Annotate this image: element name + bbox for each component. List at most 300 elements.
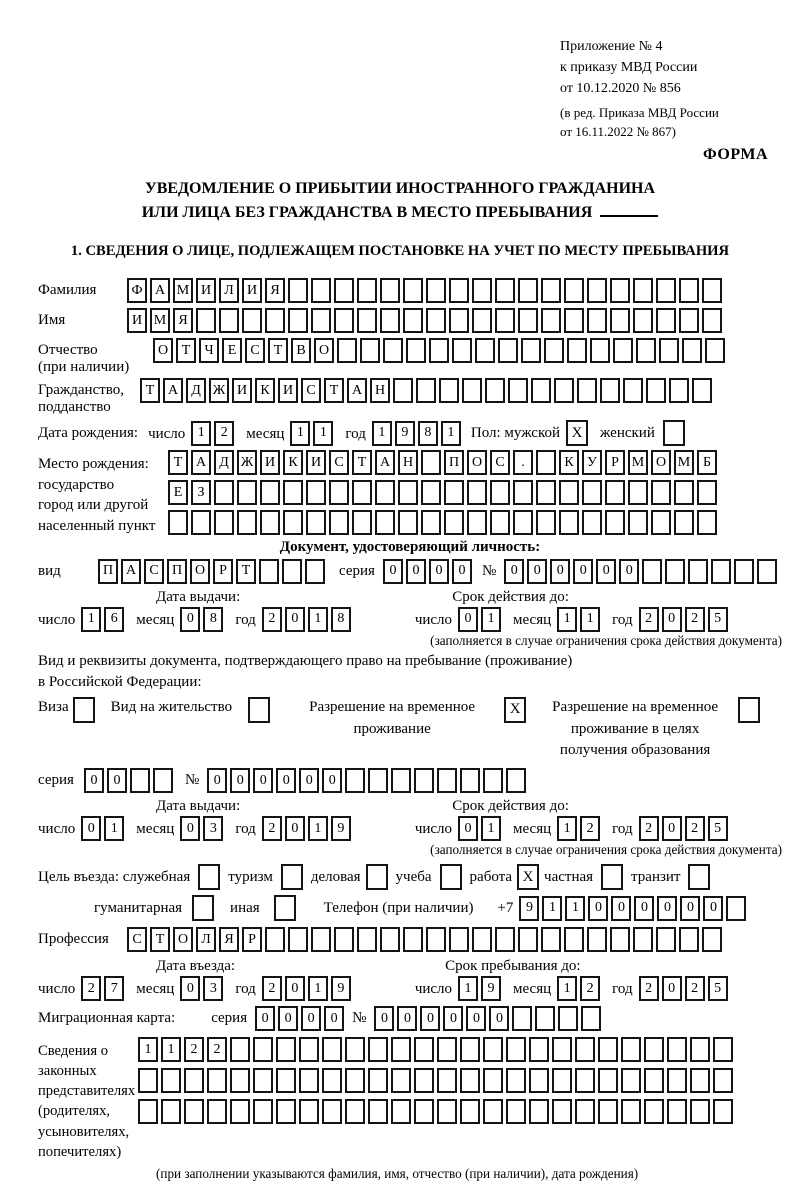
business-checkbox [366, 864, 388, 890]
char-cell [437, 768, 457, 793]
char-cell [460, 768, 480, 793]
female-checkbox [663, 420, 685, 446]
char-cell [253, 1099, 273, 1124]
birth-place-cells-row2 [168, 480, 717, 505]
day-word: число [414, 981, 453, 997]
char-cell: 0 [230, 768, 250, 793]
document-title [0, 178, 800, 224]
char-cell: И [278, 378, 298, 403]
residence-valid-month-cells [557, 816, 600, 841]
char-cell: П [444, 450, 464, 475]
char-cell: А [191, 450, 211, 475]
char-cell [345, 1068, 365, 1093]
char-cell [398, 480, 418, 505]
char-cell [242, 308, 262, 333]
char-cell [665, 559, 685, 584]
char-cell [656, 308, 676, 333]
study-label: учеба [395, 868, 432, 885]
char-cell [495, 278, 515, 303]
representatives-label: Сведения о законных представителях (родителях, усыновителях, попечителях) [38, 1043, 136, 1160]
migration-card-label: Миграционная карта: [38, 1010, 176, 1026]
residence-doc-series-row [38, 768, 782, 793]
char-cell [406, 338, 426, 363]
purpose-label: Цель въезда: служебная [38, 868, 191, 885]
char-cell [581, 1006, 601, 1031]
residence-doc-intro-1: Вид и реквизиты документа, подтверждающего право на пребывание (проживание) [38, 652, 573, 669]
char-cell [682, 338, 702, 363]
char-cell [184, 1068, 204, 1093]
residence-doc-intro-2: в Российской Федерации: [38, 673, 202, 690]
char-cell [518, 278, 538, 303]
char-cell [299, 1068, 319, 1093]
char-cell [260, 510, 280, 535]
temp-residence-education-checkbox [738, 697, 760, 723]
char-cell [368, 1037, 388, 1062]
char-cell [544, 338, 564, 363]
char-cell: Т [168, 450, 188, 475]
char-cell [357, 927, 377, 952]
month-word: месяц [136, 981, 175, 997]
char-cell: 0 [466, 1006, 486, 1031]
char-cell: 5 [708, 607, 728, 632]
char-cell [265, 927, 285, 952]
char-cell [688, 559, 708, 584]
doc-kind-label: вид [38, 562, 61, 579]
char-cell [690, 1037, 710, 1062]
issue-month-cells [180, 607, 223, 632]
char-cell: 8 [331, 607, 351, 632]
char-cell: 1 [557, 976, 577, 1001]
issue-day-cells [81, 607, 124, 632]
day-word: число [414, 611, 453, 628]
official-checkbox [198, 864, 220, 890]
char-cell: А [163, 378, 183, 403]
char-cell [628, 480, 648, 505]
doc-number-cells [504, 559, 777, 584]
char-cell: М [150, 308, 170, 333]
char-cell [702, 308, 722, 333]
char-cell: М [628, 450, 648, 475]
char-cell: А [347, 378, 367, 403]
char-cell: 2 [685, 607, 705, 632]
char-cell [644, 1099, 664, 1124]
entry-date-labels [38, 958, 782, 975]
month-word: месяц [513, 611, 552, 628]
char-cell [439, 378, 459, 403]
month-word: месяц [513, 981, 552, 997]
year-word: год [612, 611, 633, 628]
char-cell [705, 338, 725, 363]
char-cell: И [260, 450, 280, 475]
char-cell [621, 1099, 641, 1124]
char-cell: 0 [680, 896, 700, 921]
valid-until-label: Срок действия до: [452, 588, 569, 605]
char-cell [529, 1068, 549, 1093]
residence-doc-date-labels [38, 798, 782, 815]
work-checkbox: X [517, 864, 539, 890]
char-cell: 0 [420, 1006, 440, 1031]
issue-date-label: Дата выдачи: [156, 588, 241, 605]
identity-doc-heading: Документ, удостоверяющий личность: [279, 538, 541, 555]
char-cell: Т [140, 378, 160, 403]
char-cell: 3 [203, 816, 223, 841]
residence-permit-label: Вид на жительство [110, 698, 233, 715]
patronymic-cells [153, 338, 725, 363]
char-cell [621, 1068, 641, 1093]
year-word: год [235, 821, 256, 837]
identity-doc-footnote: (заполняется в случае ограничения срока действия документа) [430, 632, 782, 648]
char-cell [667, 1037, 687, 1062]
char-cell [552, 1099, 572, 1124]
char-cell [490, 510, 510, 535]
char-cell [506, 768, 526, 793]
char-cell [360, 338, 380, 363]
char-cell [679, 278, 699, 303]
char-cell: 3 [203, 976, 223, 1001]
surname-row [38, 278, 782, 303]
char-cell [575, 1037, 595, 1062]
char-cell: 1 [481, 816, 501, 841]
char-cell [368, 1068, 388, 1093]
char-cell [610, 927, 630, 952]
valid-year-cells [639, 607, 728, 632]
residence-number-cells [207, 768, 526, 793]
char-cell [711, 559, 731, 584]
char-cell [642, 559, 662, 584]
char-cell: 2 [639, 607, 659, 632]
char-cell: Н [370, 378, 390, 403]
char-cell [757, 559, 777, 584]
phone-label: Телефон (при наличии) [323, 899, 474, 916]
char-cell [623, 378, 643, 403]
char-cell: А [375, 450, 395, 475]
char-cell [196, 308, 216, 333]
char-cell: 0 [429, 559, 449, 584]
char-cell [444, 510, 464, 535]
profession-label: Профессия [38, 931, 109, 947]
char-cell [393, 378, 413, 403]
residence-permit-checkbox [248, 697, 270, 723]
other-purpose-checkbox [274, 895, 296, 921]
char-cell [552, 1068, 572, 1093]
char-cell: 0 [180, 976, 200, 1001]
char-cell [613, 338, 633, 363]
char-cell [651, 510, 671, 535]
char-cell [697, 480, 717, 505]
profession-row [38, 927, 782, 952]
char-cell: 0 [662, 607, 682, 632]
char-cell: Я [173, 308, 193, 333]
char-cell [726, 896, 746, 921]
amendment-line: от 16.11.2022 № 867) [560, 123, 677, 139]
char-cell [483, 1068, 503, 1093]
char-cell [490, 480, 510, 505]
char-cell [713, 1099, 733, 1124]
birth-place-row [38, 450, 782, 537]
char-cell [536, 480, 556, 505]
char-cell: 1 [580, 607, 600, 632]
char-cell: А [150, 278, 170, 303]
char-cell: 2 [685, 976, 705, 1001]
char-cell [449, 278, 469, 303]
char-cell [421, 450, 441, 475]
identity-doc-row [38, 559, 782, 584]
char-cell: С [329, 450, 349, 475]
patronymic-label: Отчество (при наличии) [38, 342, 130, 375]
char-cell [651, 480, 671, 505]
char-cell: К [559, 450, 579, 475]
day-word: число [148, 425, 186, 442]
char-cell: 0 [634, 896, 654, 921]
char-cell [564, 278, 584, 303]
char-cell [219, 308, 239, 333]
char-cell [357, 308, 377, 333]
purpose-row-1 [38, 864, 782, 890]
char-cell: 0 [611, 896, 631, 921]
char-cell: 0 [285, 607, 305, 632]
char-cell: 0 [207, 768, 227, 793]
char-cell [276, 1037, 296, 1062]
char-cell [214, 510, 234, 535]
char-cell [590, 338, 610, 363]
char-cell [230, 1099, 250, 1124]
year-word: год [345, 425, 366, 442]
char-cell [472, 278, 492, 303]
char-cell: 8 [203, 607, 223, 632]
char-cell: Р [242, 927, 262, 952]
profession-cells [127, 927, 722, 952]
year-word: год [612, 981, 633, 997]
patronymic-row [38, 338, 782, 376]
char-cell: 0 [406, 559, 426, 584]
char-cell [184, 1099, 204, 1124]
char-cell [230, 1037, 250, 1062]
char-cell [472, 308, 492, 333]
form-label: ФОРМА [702, 146, 768, 163]
birth-date-label: Дата рождения: [38, 424, 139, 441]
char-cell [495, 308, 515, 333]
section1-heading: 1. СВЕДЕНИЯ О ЛИЦЕ, ПОДЛЕЖАЩЕМ ПОСТАНОВКЕ НА УЧЕТ ПО МЕСТУ ПРЕБЫВАНИЯ [70, 243, 730, 259]
char-cell [483, 1037, 503, 1062]
char-cell: 0 [299, 768, 319, 793]
firstname-label: Имя [38, 312, 66, 328]
series-word: серия [339, 562, 375, 579]
char-cell [582, 510, 602, 535]
char-cell [498, 338, 518, 363]
year-word: год [612, 821, 633, 837]
char-cell [633, 278, 653, 303]
transit-checkbox [688, 864, 710, 890]
char-cell [161, 1099, 181, 1124]
birth-place-cells-row1 [168, 450, 717, 475]
char-cell [253, 1037, 273, 1062]
char-cell [391, 1068, 411, 1093]
work-label: работа [469, 868, 513, 885]
private-checkbox [601, 864, 623, 890]
char-cell [679, 308, 699, 333]
char-cell: 1 [161, 1037, 181, 1062]
blank-underline [600, 201, 658, 217]
char-cell: 2 [639, 976, 659, 1001]
char-cell [567, 338, 587, 363]
char-cell [437, 1099, 457, 1124]
char-cell: 2 [214, 421, 234, 446]
day-word: число [38, 981, 76, 997]
char-cell: 0 [657, 896, 677, 921]
char-cell [368, 768, 388, 793]
char-cell [582, 480, 602, 505]
char-cell [398, 510, 418, 535]
char-cell [674, 480, 694, 505]
char-cell [352, 480, 372, 505]
char-cell: 1 [81, 607, 101, 632]
char-cell [483, 1099, 503, 1124]
representatives-cells-row3 [138, 1099, 733, 1124]
char-cell: С [127, 927, 147, 952]
char-cell: 0 [527, 559, 547, 584]
char-cell: Я [265, 278, 285, 303]
char-cell [460, 1099, 480, 1124]
char-cell: С [301, 378, 321, 403]
char-cell: 0 [278, 1006, 298, 1031]
char-cell [214, 480, 234, 505]
entry-dates-row [38, 976, 782, 1001]
char-cell [656, 927, 676, 952]
char-cell [506, 1068, 526, 1093]
char-cell: Я [219, 927, 239, 952]
char-cell [552, 1037, 572, 1062]
birth-day-cells [191, 421, 234, 446]
char-cell: Л [196, 927, 216, 952]
char-cell: . [513, 450, 533, 475]
transit-label: транзит [631, 868, 681, 885]
char-cell [426, 278, 446, 303]
char-cell [452, 338, 472, 363]
char-cell: С [490, 450, 510, 475]
char-cell [605, 480, 625, 505]
title-line-2: ИЛИ ЛИЦА БЕЗ ГРАЖДАНСТВА В МЕСТО ПРЕБЫВАНИЯ [0, 201, 800, 225]
char-cell [306, 510, 326, 535]
char-cell: Е [168, 480, 188, 505]
day-word: число [38, 611, 76, 628]
char-cell [426, 308, 446, 333]
char-cell [541, 278, 561, 303]
char-cell [702, 927, 722, 952]
series-word: серия [38, 772, 74, 788]
char-cell [713, 1037, 733, 1062]
char-cell [311, 308, 331, 333]
month-word: месяц [246, 425, 285, 442]
stay-month-cells [557, 976, 600, 1001]
char-cell [207, 1068, 227, 1093]
title-line-1: УВЕДОМЛЕНИЕ О ПРИБЫТИИ ИНОСТРАННОГО ГРАЖДАНИНА [144, 180, 656, 197]
series-word: серия [211, 1010, 248, 1026]
char-cell: В [291, 338, 311, 363]
day-word: число [38, 821, 76, 837]
residence-issue-year-cells [262, 816, 351, 841]
char-cell: 0 [397, 1006, 417, 1031]
char-cell [559, 510, 579, 535]
char-cell: 9 [395, 421, 415, 446]
char-cell: 0 [550, 559, 570, 584]
char-cell: П [98, 559, 118, 584]
char-cell: У [582, 450, 602, 475]
char-cell: Л [219, 278, 239, 303]
char-cell [633, 927, 653, 952]
char-cell: 1 [481, 607, 501, 632]
char-cell [636, 338, 656, 363]
char-cell [322, 1068, 342, 1093]
migration-number-cells [374, 1006, 601, 1031]
tourism-label: туризм [228, 868, 273, 885]
char-cell [403, 927, 423, 952]
char-cell [161, 1068, 181, 1093]
visa-checkbox [73, 697, 95, 723]
char-cell [138, 1068, 158, 1093]
day-word: число [414, 821, 453, 837]
entry-day-cells [81, 976, 124, 1001]
char-cell [713, 1068, 733, 1093]
char-cell: 0 [81, 816, 101, 841]
char-cell [329, 510, 349, 535]
char-cell: 2 [262, 607, 282, 632]
char-cell [536, 510, 556, 535]
char-cell [391, 1099, 411, 1124]
char-cell [288, 308, 308, 333]
valid-month-cells [557, 607, 600, 632]
char-cell: Б [697, 450, 717, 475]
char-cell [513, 480, 533, 505]
char-cell: З [191, 480, 211, 505]
firstname-cells [127, 308, 722, 333]
char-cell [345, 1037, 365, 1062]
doc-kind-cells [98, 559, 325, 584]
char-cell [421, 510, 441, 535]
char-cell: 1 [308, 816, 328, 841]
char-cell: О [314, 338, 334, 363]
char-cell: 0 [322, 768, 342, 793]
char-cell: А [121, 559, 141, 584]
char-cell: И [242, 278, 262, 303]
representatives-cells-row1 [138, 1037, 733, 1062]
tourism-checkbox [281, 864, 303, 890]
char-cell: Ф [127, 278, 147, 303]
char-cell [276, 1068, 296, 1093]
char-cell: Т [324, 378, 344, 403]
char-cell [467, 510, 487, 535]
char-cell [558, 1006, 578, 1031]
char-cell [375, 480, 395, 505]
char-cell [334, 278, 354, 303]
residence-doc-options-row [38, 697, 782, 762]
char-cell [352, 510, 372, 535]
number-word: № [481, 562, 497, 579]
char-cell [380, 278, 400, 303]
char-cell [518, 927, 538, 952]
char-cell [421, 480, 441, 505]
char-cell: 0 [573, 559, 593, 584]
char-cell [207, 1099, 227, 1124]
char-cell: Н [398, 450, 418, 475]
char-cell [337, 338, 357, 363]
char-cell: Р [213, 559, 233, 584]
char-cell [276, 1099, 296, 1124]
char-cell: 0 [458, 816, 478, 841]
char-cell [521, 338, 541, 363]
char-cell [535, 1006, 555, 1031]
char-cell [437, 1037, 457, 1062]
char-cell [260, 480, 280, 505]
